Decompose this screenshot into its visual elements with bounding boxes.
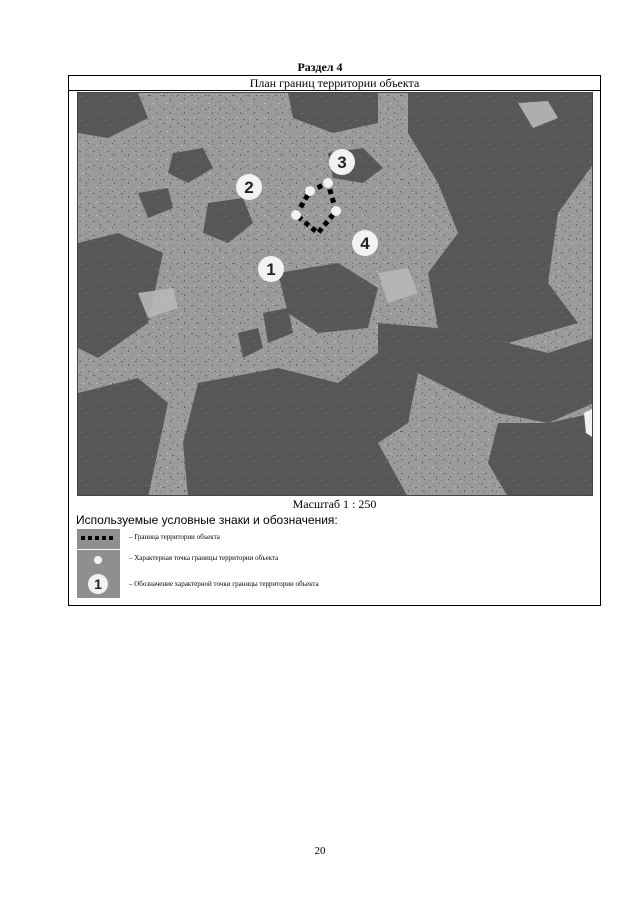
aerial-map xyxy=(78,93,593,496)
point-label-2-text: 2 xyxy=(244,178,254,197)
boundary-vertex-1 xyxy=(291,210,301,220)
point-label-2 xyxy=(236,174,262,200)
legend-item-boundary xyxy=(77,529,577,549)
map-panel xyxy=(77,92,593,496)
legend-swatch-point xyxy=(77,550,120,570)
section-title: Раздел 4 xyxy=(297,60,343,74)
scale-label: Масштаб 1 : 250 xyxy=(292,497,377,511)
point-label-1 xyxy=(258,256,284,282)
point-label-4 xyxy=(352,230,378,256)
legend-item-point-label xyxy=(77,570,577,598)
point-label-3-text: 3 xyxy=(337,153,347,172)
legend-swatch-boundary xyxy=(77,529,120,549)
legend-swatch-point-label xyxy=(77,570,120,598)
boundary-vertex-3 xyxy=(323,178,333,188)
point-label-1-text: 1 xyxy=(266,260,276,279)
legend-text-boundary: – Граница территории объекта xyxy=(129,533,220,541)
point-label-3 xyxy=(329,149,355,175)
plan-title: План границ территории объекта xyxy=(69,76,600,91)
page-number: 20 xyxy=(314,845,326,857)
legend-item-point xyxy=(77,550,577,570)
boundary-vertex-4 xyxy=(331,206,341,216)
legend-text-point-label: – Обозначение характерной точки границы территории объекта xyxy=(129,580,319,588)
legend-title: Используемые условные знаки и обозначения: xyxy=(76,513,338,527)
legend-text-point: – Характерная точка границы территории объекта xyxy=(129,554,279,562)
boundary-vertex-2 xyxy=(305,186,315,196)
plan-frame xyxy=(68,75,601,606)
point-label-4-text: 4 xyxy=(360,234,370,253)
legend-sample-label: 1 xyxy=(94,576,102,592)
